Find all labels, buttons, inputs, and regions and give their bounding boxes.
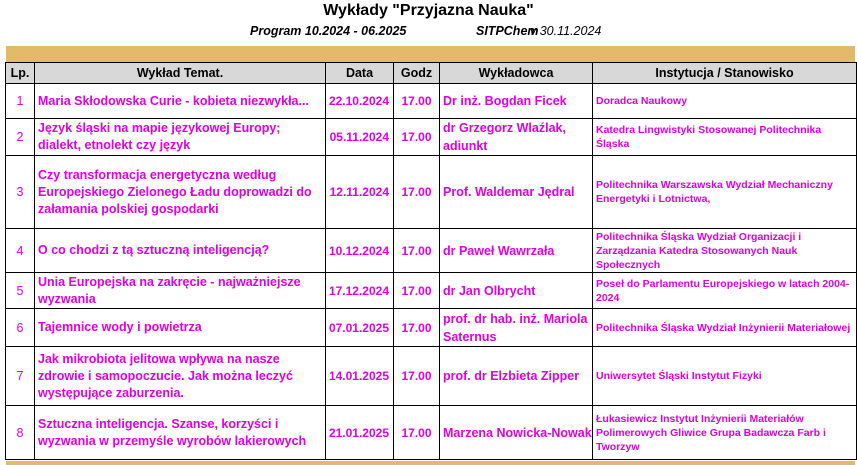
cell-hour: 17.00 xyxy=(394,273,440,309)
page-title: Wykłady "Przyjazna Nauka" xyxy=(323,2,534,19)
cell-hour: 17.00 xyxy=(394,347,440,406)
program-period: Program 10.2024 - 06.2025 xyxy=(250,24,407,38)
cell-lecturer: Dr inż. Bogdan Ficek xyxy=(440,84,593,119)
cell-institution: Łukasiewicz Instytut Inżynierii Materiałów Polimerowych Gliwice Grupa Badawcza Farb i Tworzyw xyxy=(593,406,857,460)
table-row xyxy=(6,273,857,309)
cell-lecturer: dr Jan Olbrycht xyxy=(440,273,593,309)
col-header-date: Data xyxy=(326,63,394,84)
cell-topic: Jak mikrobiota jelitowa wpływa na nasze zdrowie i samopoczucie. Jak można leczyć występujące zaburzenia. xyxy=(35,347,326,406)
cell-hour: 17.00 xyxy=(394,119,440,156)
cell-institution: Uniwersytet Śląski Instytut Fizyki xyxy=(593,347,857,406)
cell-institution: Doradca Naukowy xyxy=(593,84,857,119)
cell-lp: 1 xyxy=(6,84,35,119)
cell-institution: Katedra Lingwistyki Stosowanej Politechnika Śląska xyxy=(593,119,857,156)
cell-date: 07.01.2025 xyxy=(326,309,394,347)
cell-date: 12.11.2024 xyxy=(326,156,394,229)
cell-institution: Politechnika Śląska Wydział Inżynierii Materiałowej xyxy=(593,309,857,347)
cell-institution: Politechnika Śląska Wydział Organizacji i Zarządzania Katedra Stosowanych Nauk Społecznych xyxy=(593,229,857,273)
cell-lp: 6 xyxy=(6,309,35,347)
cell-hour: 17.00 xyxy=(394,84,440,119)
table-row xyxy=(6,156,857,229)
table-header-row xyxy=(6,63,857,84)
col-header-institution: Instytucja / Stanowisko xyxy=(593,63,857,84)
table-row xyxy=(6,229,857,273)
table-row xyxy=(6,309,857,347)
col-header-lp: Lp. xyxy=(6,63,35,84)
col-header-hour: Godz xyxy=(394,63,440,84)
cell-lecturer: dr Grzegorz Wlaźlak, adiunkt xyxy=(440,119,593,156)
cell-lecturer: Prof. Waldemar Jędral xyxy=(440,156,593,229)
col-header-lecturer: Wykładowca xyxy=(440,63,593,84)
cell-hour: 17.00 xyxy=(394,229,440,273)
cell-date: 10.12.2024 xyxy=(326,229,394,273)
cell-date: 21.01.2025 xyxy=(326,406,394,460)
header-band xyxy=(6,46,855,62)
cell-date: 17.12.2024 xyxy=(326,273,394,309)
cell-lecturer: prof. dr hab. inż. Mariola Saternus xyxy=(440,309,593,347)
cell-institution: Poseł do Parlamentu Europejskiego w latach 2004-2024 xyxy=(593,273,857,309)
subtitle xyxy=(0,24,857,42)
cell-lecturer: prof. dr Elzbieta Zipper xyxy=(440,347,593,406)
cell-lp: 2 xyxy=(6,119,35,156)
cell-date: 05.11.2024 xyxy=(326,119,394,156)
table-row xyxy=(6,347,857,406)
cell-lp: 8 xyxy=(6,406,35,460)
cell-date: 14.01.2025 xyxy=(326,347,394,406)
col-header-topic: Wykład Temat. xyxy=(35,63,326,84)
cell-topic: O co chodzi z tą sztuczną inteligencją? xyxy=(35,229,326,273)
cell-lecturer: Marzena Nowicka-Nowak xyxy=(440,406,593,460)
cell-lp: 3 xyxy=(6,156,35,229)
cell-topic: Tajemnice wody i powietrza xyxy=(35,309,326,347)
cell-topic: Język śląski na mapie językowej Europy; dialekt, etnolekt czy język xyxy=(35,119,326,156)
cell-lp: 5 xyxy=(6,273,35,309)
cell-lecturer: dr Paweł Wawrzała xyxy=(440,229,593,273)
cell-date: 22.10.2024 xyxy=(326,84,394,119)
cell-lp: 7 xyxy=(6,347,35,406)
lecture-table xyxy=(5,62,857,460)
cell-hour: 17.00 xyxy=(394,156,440,229)
cell-hour: 17.00 xyxy=(394,309,440,347)
cell-hour: 17.00 xyxy=(394,406,440,460)
table-row xyxy=(6,84,857,119)
cell-topic: Sztuczna inteligencja. Szanse, korzyści i wyzwania w przemyśle wyrobów lakierowych xyxy=(35,406,326,460)
cell-institution: Politechnika Warszawska Wydział Mechaniczny Energetyki i Lotnictwa, xyxy=(593,156,857,229)
footer-band xyxy=(6,461,855,465)
table-row xyxy=(6,119,857,156)
cell-topic: Czy transformacja energetyczna według Europejskiego Zielonego Ładu doprowadzi do załamania polskiej gospodarki xyxy=(35,156,326,229)
organization: SITPChem xyxy=(476,24,539,38)
version-label: v 30.11.2024 xyxy=(530,24,602,38)
table-row xyxy=(6,406,857,460)
cell-lp: 4 xyxy=(6,229,35,273)
cell-topic: Maria Skłodowska Curie - kobieta niezwykła... xyxy=(35,84,326,119)
cell-topic: Unia Europejska na zakręcie - najważniejsze wyzwania xyxy=(35,273,326,309)
